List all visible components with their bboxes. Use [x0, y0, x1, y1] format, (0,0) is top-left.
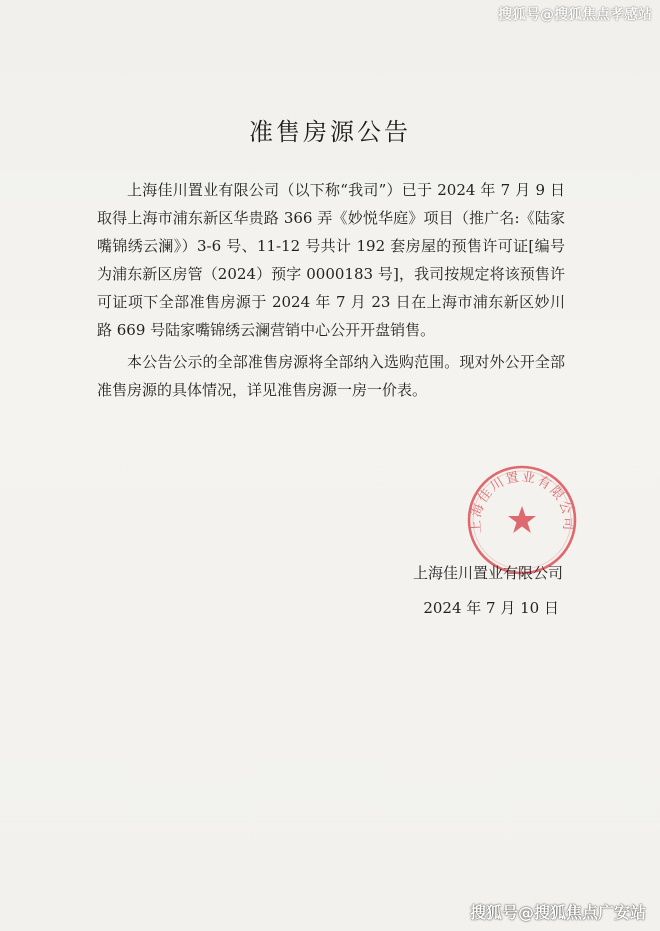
watermark-top: 搜狐号@搜狐焦点孝感站 — [498, 7, 652, 23]
watermark-bottom: 搜狐号@搜狐焦点广安站 — [469, 903, 646, 922]
seal-star-icon — [508, 506, 536, 533]
notice-title: 准售房源公告 — [249, 118, 411, 146]
notice-paragraph-2: 本公告公示的全部准售房源将全部纳入选购范围。现对外公开全部准售房源的具体情况，详见准售房源一房一价表。 — [97, 353, 565, 399]
signature-date: 2024 年 7 月 10 日 — [423, 599, 559, 617]
notice-paragraph-1: 上海佳川置业有限公司（以下称“我司”）已于 2024 年 7 月 9 日取得上海市浦东新区华贵路 366 弄《妙悦华庭》项目（推广名:《陆家嘴锦绣云澜》）3-6 号、11-12 号共计 192 套房屋的预售许可证[编号为浦东新区房管（2024）预字 0000183 号]，我司按规定将该预售许可证项下全部准售房源于 2024 年 7 月 23 日在上海市浦东新区妙川路 669 号陆家嘴锦绣云澜营销中心公开开盘销售。 — [97, 181, 565, 339]
svg-text:上海佳川置业有限公司: 上海佳川置业有限公司 — [468, 469, 576, 534]
signature-company: 上海佳川置业有限公司 — [412, 564, 563, 582]
company-seal-stamp — [466, 464, 578, 576]
notice-body — [97, 176, 565, 408]
